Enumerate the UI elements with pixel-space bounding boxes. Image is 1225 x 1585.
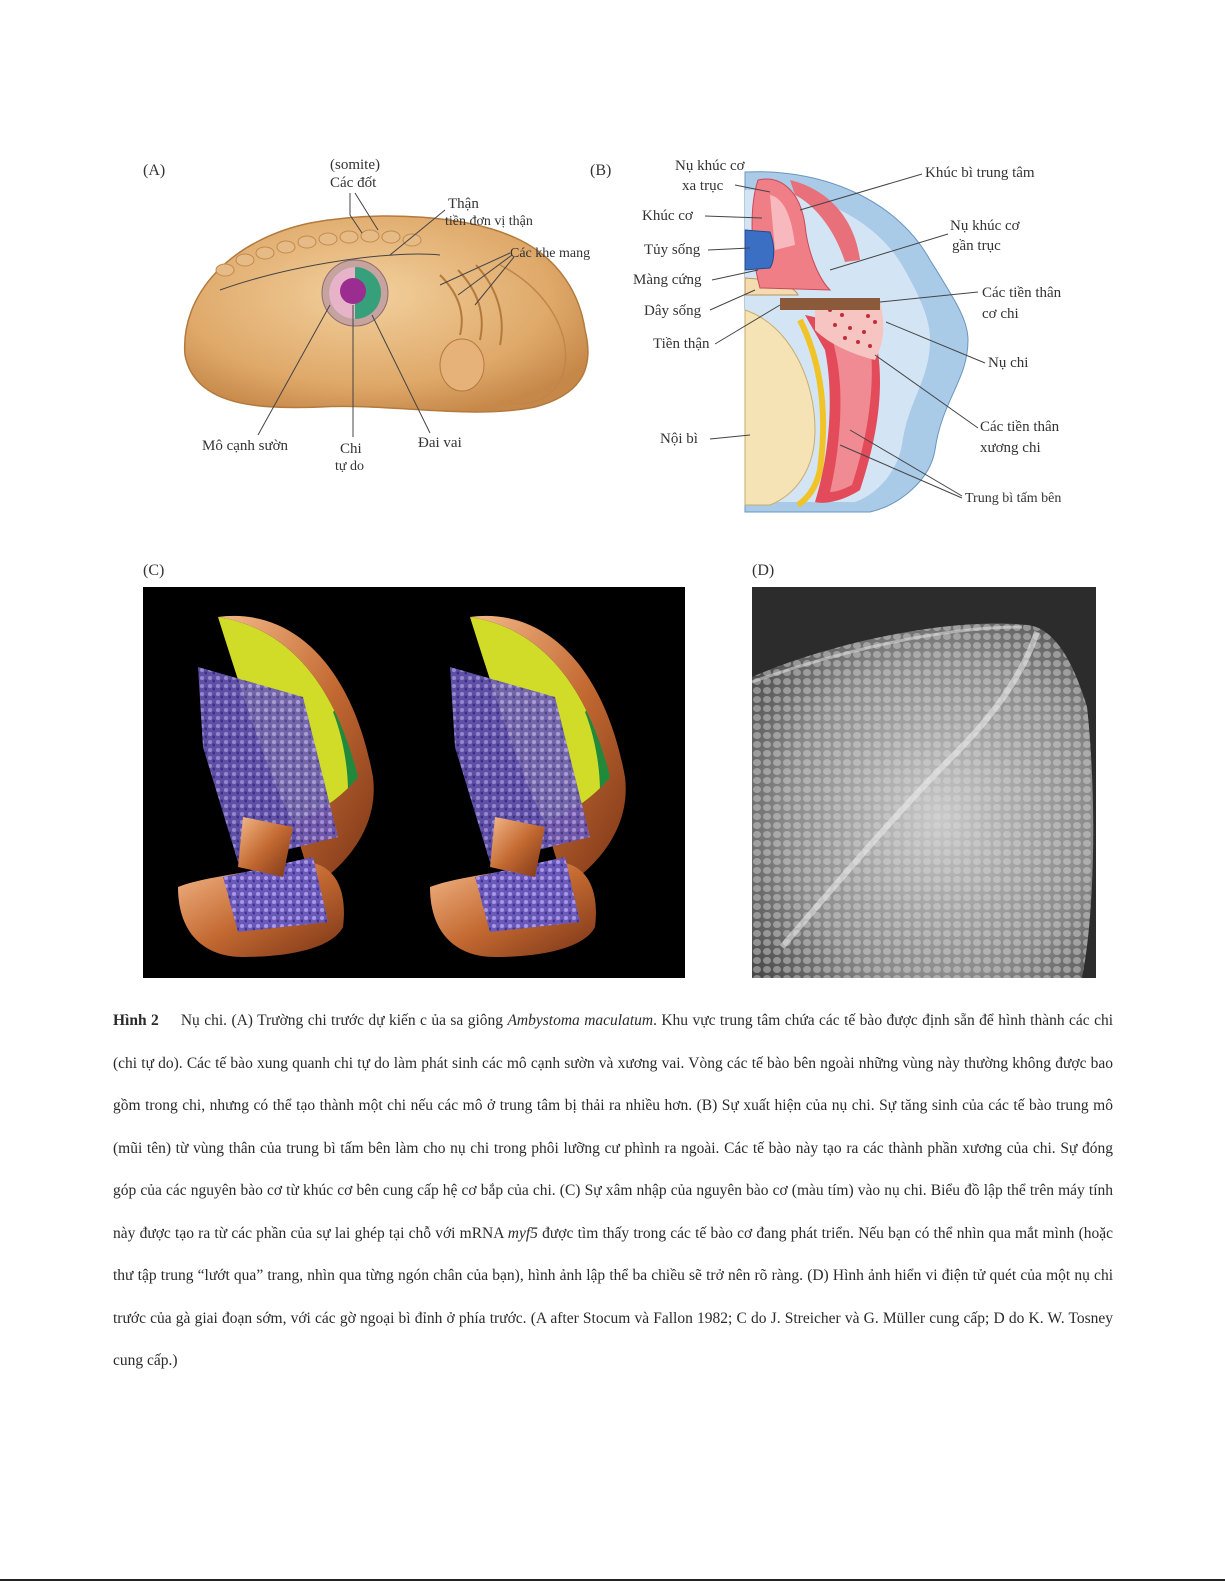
label-dai-vai: Đai vai — [418, 435, 462, 451]
label-noi-bi: Nội bì — [660, 431, 698, 447]
label-nu-khuc-co-2: Nụ khúc cơ — [950, 218, 1020, 234]
figure-label: Hình 2 — [113, 1012, 159, 1029]
head-bulge — [440, 339, 484, 391]
label-chi: Chi — [340, 441, 362, 457]
label-mo-canh-suon: Mô cạnh sườn — [202, 438, 289, 454]
label-khuc-bi-trung-tam: Khúc bì trung tâm — [925, 165, 1035, 181]
limb-field-center — [340, 278, 366, 304]
gene-name: myf5 — [507, 1224, 538, 1242]
spinal-cord — [745, 230, 774, 270]
label-tuy-song: Tủy sống — [644, 242, 701, 258]
panel-b-letter: (B) — [590, 162, 612, 179]
figure-caption — [113, 1000, 1113, 1383]
label-cac-tien-than-2: Các tiền thân — [980, 419, 1060, 435]
caption-part-2: . Khu vực trung tâm chứa các tế bào được định sẵn để hình thành các chi (chi tự do). Các tế bào xung quanh chi tự do làm phát sinh các mô cạnh sườn và xương vai. Vòng các tế bào bên ngoài những vùng này thường không được bao gồm trong chi, nhưng có thể tạo thành một chi nếu các mô ở trung tâm bị thải ra nhiều hơn. (B) Sự xuất hiện của nụ chi. Sự tăng sinh của các tế bào trung mô (mũi tên) từ vùng thân của trung bì tấm bên làm cho nụ chi trong phôi lưỡng cư phình ra ngoài. Các tế bào này tạo ra các thành phần xương của chi. Sự đóng góp của các nguyên bào cơ từ khúc cơ bên cung cấp hệ cơ bắp của chi. (C) Sự xâm nhập của nguyên bào cơ (màu tím) vào nụ chi. Biểu đồ lập thể trên máy tính này được tạo ra từ các phần của sự lai ghép tại chỗ với mRNA — [113, 1012, 1114, 1242]
panel-a-embryo-diagram — [140, 145, 630, 485]
species-name: Ambystoma maculatum — [507, 1012, 654, 1029]
panel-c-stereo-image — [143, 587, 685, 978]
label-than: Thận — [448, 196, 479, 212]
panel-a-letter: (A) — [143, 162, 166, 179]
label-co-chi: cơ chi — [982, 306, 1019, 322]
label-tien-don-vi-than: tiền đơn vị thận — [445, 214, 533, 229]
label-cac-tien-than-1: Các tiền thân — [982, 285, 1062, 301]
label-xa-truc: xa trục — [682, 178, 724, 194]
label-day-song: Dây sống — [644, 303, 702, 319]
label-mang-cung: Màng cứng — [633, 272, 702, 288]
panel-d-sem-image — [752, 587, 1096, 978]
pronephros — [780, 298, 880, 310]
label-trung-bi-tam-ben: Trung bì tấm bên — [965, 491, 1062, 506]
label-nu-chi: Nụ chi — [988, 355, 1029, 371]
caption-part-1: Nụ chi. (A) Trường chi trước dự kiến c ủa sa giông — [180, 1012, 508, 1029]
label-gan-truc: gần trục — [952, 238, 1001, 254]
panel-d-letter: (D) — [752, 562, 775, 579]
bottom-rule — [0, 1579, 1225, 1581]
label-cac-dot: Các đốt — [330, 175, 377, 191]
label-nu-khuc-co-1: Nụ khúc cơ — [675, 158, 745, 174]
label-cac-khe-mang: Các khe mang — [510, 246, 591, 261]
panel-c-letter: (C) — [143, 562, 165, 579]
label-somite: (somite) — [330, 157, 380, 173]
label-tu-do: tự do — [335, 459, 364, 474]
label-xuong-chi: xương chi — [980, 440, 1041, 456]
caption-part-3: được tìm thấy trong các tế bào cơ đang phát triển. Nếu bạn có thể nhìn qua mắt mình (hoặc thư tập trung “lướt qua” trang, nhìn qua từng ngón chân của bạn), hình ảnh lập thể ba chiều sẽ trở nên rõ ràng. (D) Hình ảnh hiển vi điện tử quét của một nụ chi trước của gà giai đoạn sớm, với các gờ ngoại bì đỉnh ở phía trước. (A after Stocum và Fallon 1982; C do J. Streicher và G. Müller cung cấp; D do K. W. Tosney cung cấp.) — [113, 1224, 1113, 1369]
label-khuc-co: Khúc cơ — [642, 208, 693, 224]
label-tien-than: Tiền thận — [653, 336, 710, 352]
panel-b-cross-section-diagram — [630, 150, 1100, 520]
